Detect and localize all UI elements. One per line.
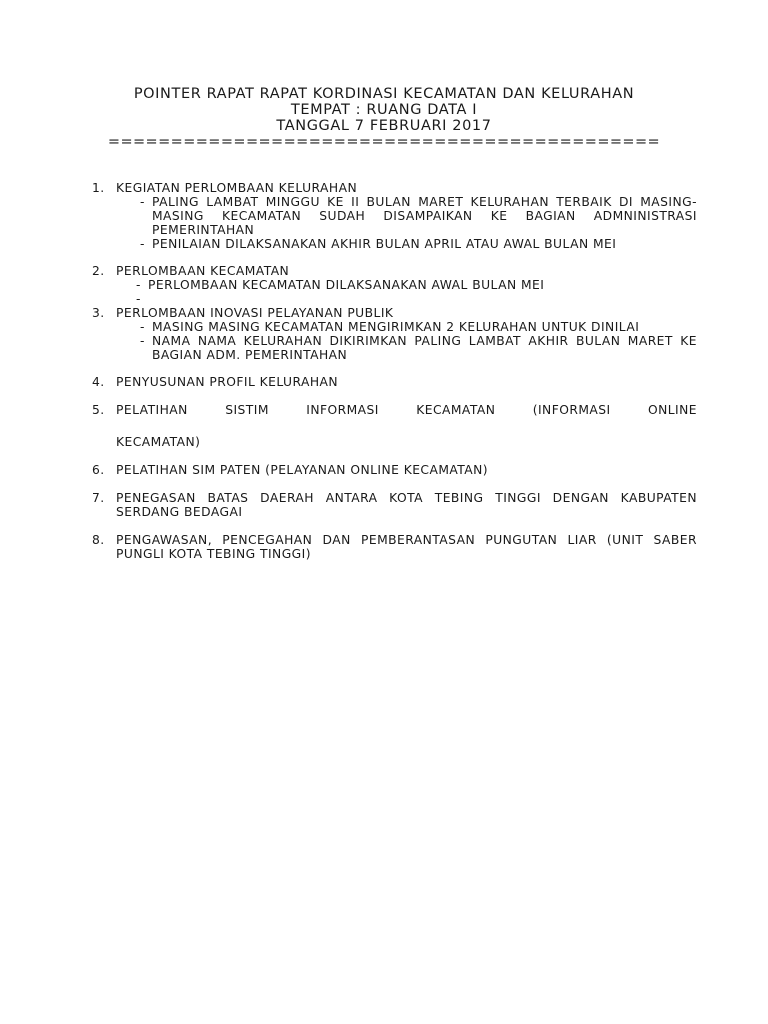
sub-item xyxy=(126,334,697,362)
item-number: 5. xyxy=(92,403,105,417)
dash-bullet: - xyxy=(140,195,145,209)
meeting-date: TANGGAL 7 FEBRUARI 2017 xyxy=(276,118,492,134)
dash-bullet: - xyxy=(140,334,145,348)
list-item xyxy=(92,403,697,417)
agenda-list xyxy=(92,181,697,561)
list-item xyxy=(92,181,697,251)
list-item xyxy=(92,463,697,477)
item-number: 2. xyxy=(92,264,105,278)
document-header xyxy=(0,86,768,149)
item-title: KEGIATAN PERLOMBAAN KELURAHAN xyxy=(116,181,358,195)
sub-item-text: NAMA NAMA KELURAHAN DIKIRIMKAN PALING LAMBAT AKHIR BULAN MARET KE BAGIAN ADM. PEMERINTAHAN xyxy=(152,334,697,362)
item-title: PENGAWASAN, PENCEGAHAN DAN PEMBERANTASAN PUNGUTAN LIAR (UNIT SABER PUNGLI KOTA TEBING TINGGI) xyxy=(116,533,697,561)
list-item xyxy=(92,264,697,306)
sub-item-text: MASING MASING KECAMATAN MENGIRIMKAN 2 KELURAHAN UNTUK DINILAI xyxy=(152,320,640,334)
sub-item-empty xyxy=(126,292,697,306)
list-item xyxy=(92,533,697,561)
dash-bullet: - xyxy=(136,278,141,292)
sub-item xyxy=(126,278,697,292)
sub-item xyxy=(126,237,697,251)
list-item-continuation xyxy=(92,435,697,449)
sub-item xyxy=(126,320,697,334)
document-title: POINTER RAPAT RAPAT KORDINASI KECAMATAN DAN KELURAHAN xyxy=(133,86,635,102)
item-number: 8. xyxy=(92,533,105,547)
item-title: PERLOMBAAN INOVASI PELAYANAN PUBLIK xyxy=(116,306,394,320)
item-title: PELATIHAN SISTIM INFORMASI KECAMATAN (INFORMASI ONLINE xyxy=(116,403,697,417)
list-item xyxy=(92,306,697,362)
item-title: PENEGASAN BATAS DAERAH ANTARA KOTA TEBING TINGGI DENGAN KABUPATEN SERDANG BEDAGAI xyxy=(116,491,697,519)
item-number: 7. xyxy=(92,491,105,505)
item-title-continuation: KECAMATAN) xyxy=(116,435,201,449)
sub-item-text: PERLOMBAAN KECAMATAN DILAKSANAKAN AWAL BULAN MEI xyxy=(148,278,545,292)
meeting-place: TEMPAT : RUANG DATA I xyxy=(290,102,478,118)
item-number: 6. xyxy=(92,463,105,477)
sub-item-text: PENILAIAN DILAKSANAKAN AKHIR BULAN APRIL ATAU AWAL BULAN MEI xyxy=(152,237,617,251)
dash-bullet: - xyxy=(140,320,145,334)
item-number: 3. xyxy=(92,306,105,320)
dash-bullet: - xyxy=(140,237,145,251)
item-number: 4. xyxy=(92,375,105,389)
header-separator: ============================================ xyxy=(107,135,661,149)
dash-bullet: - xyxy=(136,292,141,306)
sub-item xyxy=(126,195,697,237)
item-title: PELATIHAN SIM PATEN (PELAYANAN ONLINE KECAMATAN) xyxy=(116,463,489,477)
list-item xyxy=(92,491,697,519)
list-item xyxy=(92,375,697,389)
item-title: PENYUSUNAN PROFIL KELURAHAN xyxy=(116,375,339,389)
item-title: PERLOMBAAN KECAMATAN xyxy=(116,264,290,278)
item-number: 1. xyxy=(92,181,105,195)
sub-item-text: PALING LAMBAT MINGGU KE II BULAN MARET KELURAHAN TERBAIK DI MASING-MASING KECAMATAN SUDAH DISAMPAIKAN KE BAGIAN ADMNINISTRASI PEMERINTAHAN xyxy=(152,195,697,237)
